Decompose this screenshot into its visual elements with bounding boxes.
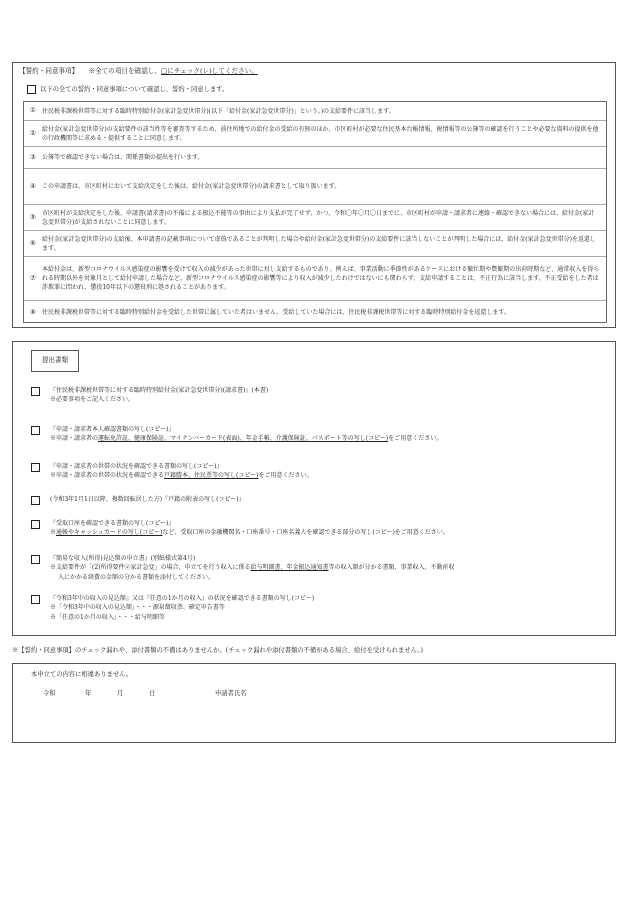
document-item bbox=[31, 425, 611, 444]
oath-item bbox=[24, 120, 606, 146]
oath-item-text: 本給付金は、新型コロナウイルス感染症の影響を受けて収入の減少があった世帯に対し支給するものであり、例えば、事業活動に季節性があるケースにおける繁忙期や農繁期の出荷時期など、通常収入を得られる時期以外を対象月として給付申請した場合など、新型コロナウイルス感染症の影響等により収入が減少したわけではないにも関わらず、支給申請することは、不正行為に該当します。不正受給をした者は詐欺罪に問われ、懲役10年以下の懲役刑に処されることがあります。 bbox=[42, 266, 600, 291]
document-item bbox=[31, 462, 611, 481]
document-name: 『受取口座を確認できる書類の写し(コピー)』 bbox=[50, 520, 175, 527]
oath-items-box bbox=[23, 101, 607, 323]
checklist-footnote: ※【誓約・同意事項】のチェック漏れや、添付書類の不備はありませんか。(チェック漏れや添付書類の不備がある場合、給付を受けられません。) bbox=[12, 647, 423, 654]
oath-title: 【誓約・同意事項】 bbox=[19, 67, 79, 75]
document-checkbox[interactable] bbox=[31, 520, 40, 529]
document-name: 『住民税非課税世帯等に対する臨時特別給付金(家計急変世帯分)(請求書)』(本書) bbox=[50, 387, 269, 394]
document-item bbox=[31, 386, 611, 405]
oath-item bbox=[24, 204, 606, 230]
oath-item bbox=[24, 300, 606, 324]
document-item bbox=[31, 594, 611, 622]
date-month-label: 月 bbox=[117, 690, 124, 697]
oath-section bbox=[12, 62, 616, 328]
oath-item-number: ② bbox=[30, 128, 36, 137]
agree-all-row bbox=[27, 85, 228, 94]
date-year-label: 年 bbox=[85, 690, 92, 697]
confirmation-section bbox=[12, 663, 616, 743]
document-checkbox[interactable] bbox=[31, 496, 40, 505]
oath-item bbox=[24, 230, 606, 256]
document-checkbox[interactable] bbox=[31, 463, 40, 472]
oath-item bbox=[24, 146, 606, 168]
oath-item-number: ⑧ bbox=[30, 307, 36, 316]
applicant-name-label: 申請者氏名 bbox=[215, 690, 247, 697]
documents-title: 提出書類 bbox=[31, 350, 79, 372]
document-item bbox=[31, 519, 611, 538]
date-era-label: 令和 bbox=[43, 690, 56, 697]
document-item bbox=[31, 554, 611, 582]
documents-section bbox=[12, 341, 616, 636]
oath-note: ※全ての項目を確認し、□にチェック(レ)してください。 bbox=[88, 67, 258, 75]
oath-item-text: 公簿等で確認できない場合は、関係書類の提出を行います。 bbox=[42, 154, 204, 161]
oath-item-text: 市区町村が支給決定をした後、申請書(請求書)の不備による振込不能等の事由により支払が完了せず、かつ、令和〇年〇月〇日までに、市区町村が申請・請求者に連絡・確認できない場合には、給付金(家計急変世帯分)が支給されないことに同意します。 bbox=[42, 209, 595, 226]
oath-header bbox=[19, 67, 258, 77]
agree-all-checkbox[interactable] bbox=[27, 85, 36, 94]
agree-all-label: 以下の全ての誓約・同意事項について確認し、誓約・同意します。 bbox=[40, 86, 229, 93]
oath-item-text: 住民税非課税世帯等に対する臨時特別給付金を受給した世帯に属していた者はいません。受給していた場合には、住民税非課税世帯等に対する臨時特別給付金を返還します。 bbox=[42, 309, 510, 316]
oath-item-number: ⑦ bbox=[30, 273, 36, 282]
document-checkbox[interactable] bbox=[31, 595, 40, 604]
document-name: 『令和3年中の収入の見込額』又は『任意の1か月の収入』の状況を確認できる書類の写し(コピー) bbox=[50, 595, 315, 602]
document-note: ※必要事項をご記入ください。 bbox=[50, 396, 135, 404]
document-checkbox[interactable] bbox=[31, 555, 40, 564]
document-note: ※申請・請求者の世帯の状況を確認できる戸籍謄本、住民票等の写し(コピー)をご用意ください。 bbox=[50, 472, 313, 480]
document-note-continued: 入にかかる経費の金額の分かる書類を添付してください。 bbox=[58, 573, 215, 581]
oath-item-number: ⑤ bbox=[30, 212, 36, 221]
oath-item-number: ⑥ bbox=[30, 238, 36, 247]
document-name: (令和3年1月1日以降、複数回転居した方)『戸籍の附表の写し(コピー)』 bbox=[50, 496, 245, 503]
oath-item-number: ④ bbox=[30, 181, 36, 190]
oath-item bbox=[24, 168, 606, 204]
oath-item-text: 給付金(家計急変世帯分)の支給後、本申請書の記載事項について虚偽であることが判明した場合や給付金(家計急変世帯分)の支給要件に該当しないことが判明した場合には、給付金(家計急変世帯分)を返還します。 bbox=[42, 235, 596, 252]
document-checkbox[interactable] bbox=[31, 387, 40, 396]
oath-item bbox=[24, 256, 606, 300]
oath-item-number: ① bbox=[30, 106, 36, 115]
oath-item-text: 住民税非課税世帯等に対する臨時特別給付金(家計急変世帯分)(以下「給付金(家計急変世帯分)」という。)の支給要件に該当します。 bbox=[42, 107, 395, 115]
document-checkbox[interactable] bbox=[31, 426, 40, 435]
oath-item-text: この申請書は、市区町村において支給決定をした後は、給付金(家計急変世帯分)の請求書として取り扱います。 bbox=[42, 183, 341, 190]
document-note: ※申請・請求者の運転免許証、健康保険証、マイナンバーカード(表面)、年金手帳、介護保険証、パスポート等の写し(コピー)をご用意ください。 bbox=[50, 435, 443, 443]
document-note-continued: ※「任意の1か月の収入」・・・給与明細等 bbox=[50, 613, 165, 621]
oath-item bbox=[24, 102, 606, 120]
oath-item-text: 給付金(家計急変世帯分)の支給要件の該当性等を審査等するため、前住所地での給付金の受給の有無のほか、市区町村が必要な住民基本台帳情報、税情報等の公簿等の確認を行うことや必要な資料の提供を他の行政機関等に求める・提供することに同意します。 bbox=[42, 125, 599, 142]
document-note: ※「令和3年中の収入の見込額」・・・源泉徴収票、確定申告書等 bbox=[50, 604, 225, 612]
oath-item-number: ③ bbox=[30, 152, 36, 161]
document-note: ※支給要件が「(2)所得要件②家計急変」の場合、申立てを行う収入に係る給与明細書、年金振込通知書等の収入額が分かる書類、事業収入、不動産収 bbox=[50, 564, 455, 572]
document-name: 『簡易な収入(所得)見込額の申立書』(別紙様式第4号) bbox=[50, 555, 196, 562]
document-note: ※通帳やキャッシュカードの写し(コピー)など、受取口座の金融機関名・口座番号・口座名義人を確認できる部分の写し(コピー)をご用意ください。 bbox=[50, 529, 449, 537]
confirmation-statement: 本申立ての内容に相違ありません。 bbox=[31, 671, 133, 678]
document-item bbox=[31, 495, 611, 504]
document-name: 『申請・請求者本人確認書類の写し(コピー)』 bbox=[50, 426, 175, 433]
date-day-label: 日 bbox=[149, 690, 156, 697]
document-name: 『申請・請求者の世帯の状況を確認できる書類の写し(コピー)』 bbox=[50, 463, 223, 470]
